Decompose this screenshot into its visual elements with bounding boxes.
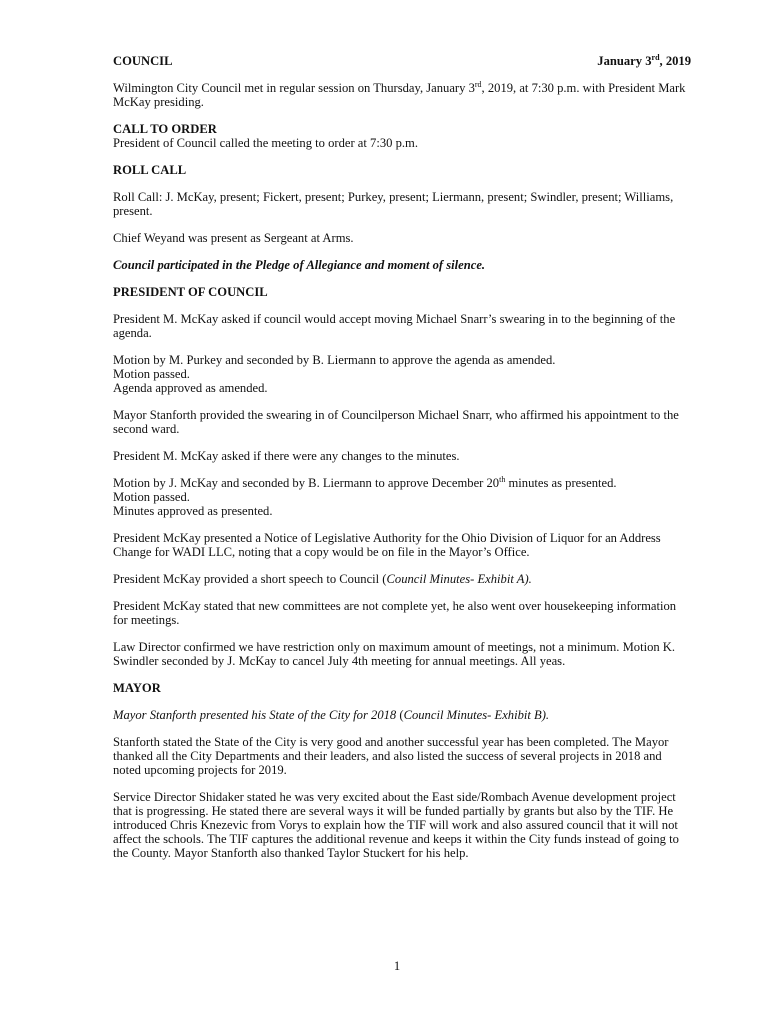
president-p5: Motion by J. McKay and seconded by B. Liermann to approve December 20th minutes as presented. Motion passed. Minutes approved as presented. bbox=[113, 474, 617, 518]
call-to-order-heading: CALL TO ORDER bbox=[113, 122, 217, 136]
president-p3: Mayor Stanforth provided the swearing in of Councilperson Michael Snarr, who affirmed his appointment to the second ward. bbox=[113, 408, 679, 436]
president-p1: President M. McKay asked if council would accept moving Michael Snarr’s swearing in to the beginning of the agenda. bbox=[113, 312, 676, 340]
minutes-page bbox=[113, 52, 691, 873]
intro-paragraph: Wilmington City Council met in regular session on Thursday, January 3rd, 2019, at 7:30 p.m. with President Mark McKay presiding. bbox=[113, 79, 686, 109]
pledge-text: Council participated in the Pledge of Allegiance and moment of silence. bbox=[113, 258, 486, 272]
sergeant-text: Chief Weyand was present as Sergeant at Arms. bbox=[113, 231, 354, 245]
mayor-p1: Mayor Stanforth presented his State of the City for 2018 (Council Minutes- Exhibit B). bbox=[113, 708, 550, 722]
document-header bbox=[113, 52, 691, 68]
president-p6: President McKay presented a Notice of Legislative Authority for the Ohio Division of Liquor for an Address Change for WADI LLC, noting that a copy would be on file in the Mayor’s Office. bbox=[113, 531, 661, 559]
mayor-p3: Service Director Shidaker stated he was very excited about the East side/Rombach Avenue development project that is progressing. He stated there are several ways it will be funded partially by grants but also by the TIF. He introduced Chris Knezevic from Vorys to explain how the TIF will work and also assured council that it will not affect the schools. The TIF captures the additional revenue and keeps it within the City funds instead of going to the County. Mayor Stanforth also thanked Taylor Stuckert for his help. bbox=[113, 790, 679, 860]
president-p4: President M. McKay asked if there were any changes to the minutes. bbox=[113, 449, 460, 463]
mayor-p2: Stanforth stated the State of the City is very good and another successful year has been completed. The Mayor thanked all the City Departments and their leaders, and also listed the success of several projects in 2018 and noted upcoming projects for 2019. bbox=[113, 735, 669, 777]
roll-call-heading: ROLL CALL bbox=[113, 163, 187, 177]
president-p8: President McKay stated that new committees are not complete yet, he also went over housekeeping information for meetings. bbox=[113, 599, 677, 627]
roll-call-text: Roll Call: J. McKay, present; Fickert, present; Purkey, present; Liermann, present; Swindler, present; Williams, present. bbox=[113, 190, 674, 218]
header-date: January 3rd, 2019 bbox=[597, 52, 691, 68]
call-to-order-text: President of Council called the meeting to order at 7:30 p.m. bbox=[113, 136, 418, 150]
president-heading: PRESIDENT OF COUNCIL bbox=[113, 285, 268, 299]
president-p9: Law Director confirmed we have restriction only on maximum amount of meetings, not a minimum. Motion K. Swindler seconded by J. McKay to cancel July 4th meeting for annual meetings. All yeas. bbox=[113, 640, 676, 668]
mayor-heading: MAYOR bbox=[113, 681, 161, 695]
header-council: COUNCIL bbox=[113, 54, 173, 68]
president-p7: President McKay provided a short speech to Council (Council Minutes- Exhibit A). bbox=[113, 572, 532, 586]
page-number: 1 bbox=[393, 959, 401, 973]
president-p2: Motion by M. Purkey and seconded by B. Liermann to approve the agenda as amended. Motion passed. Agenda approved as amended. bbox=[113, 353, 556, 395]
